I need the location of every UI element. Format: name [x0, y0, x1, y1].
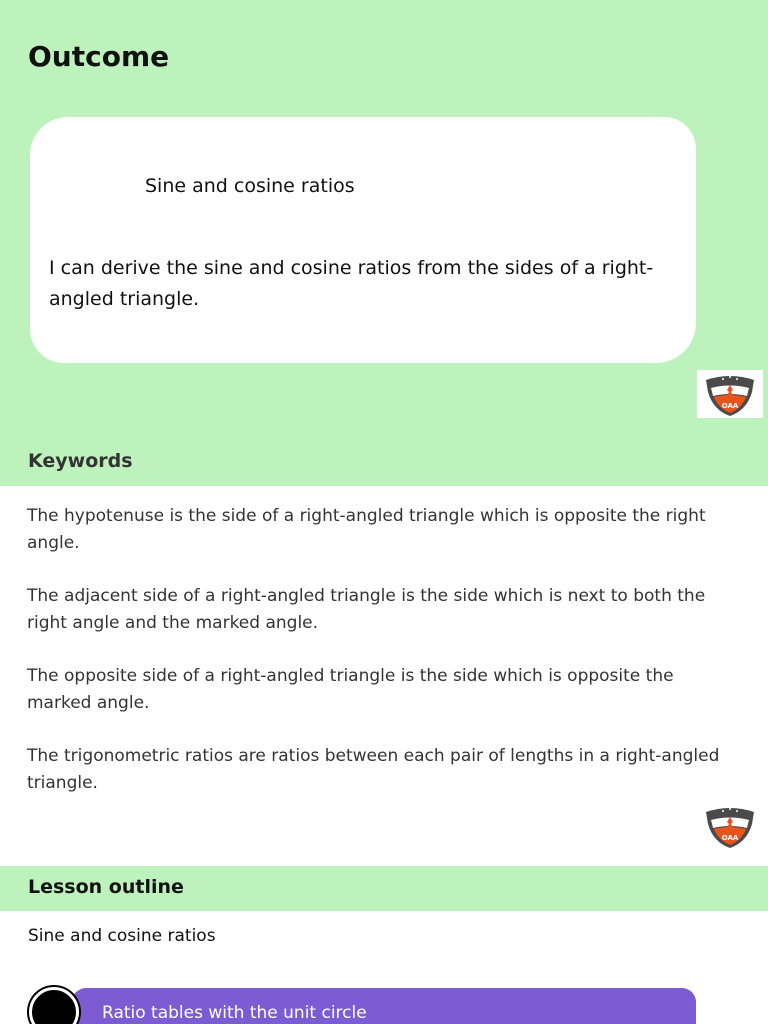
outcome-title: Outcome	[28, 40, 170, 73]
keyword-adjacent: The adjacent side of a right-angled triangle is the side which is next to both the right angle and the marked angle.	[27, 586, 706, 633]
lesson-outline-bar	[0, 866, 768, 911]
keywords-list	[27, 503, 737, 823]
outcome-card	[30, 117, 696, 363]
outcome-panel	[0, 0, 768, 440]
oak-academy-shield-icon	[697, 802, 763, 850]
oak-academy-logo	[697, 370, 763, 418]
lesson-outline-title: Lesson outline	[28, 876, 184, 898]
keyword-trigonometric-ratios: The trigonometric ratios are ratios between each pair of lengths in a right-angled triangle.	[27, 746, 720, 793]
svg-text:OAA: OAA	[721, 402, 739, 410]
oak-academy-shield-icon	[697, 370, 763, 418]
oak-academy-logo	[697, 802, 763, 850]
lesson-item-label: Ratio tables with the unit circle	[102, 1003, 367, 1023]
lesson-outline-subtitle: Sine and cosine ratios	[28, 926, 216, 946]
keywords-bar	[0, 440, 768, 486]
outcome-card-statement: I can derive the sine and cosine ratios from the sides of a right-angled triangle.	[49, 257, 654, 310]
outcome-card-heading: Sine and cosine ratios	[145, 175, 355, 197]
keywords-title: Keywords	[28, 450, 133, 472]
lesson-item-ratio-tables[interactable]	[72, 988, 696, 1024]
svg-text:OAA: OAA	[721, 834, 739, 842]
lesson-marker-icon	[29, 987, 79, 1024]
keyword-opposite: The opposite side of a right-angled triangle is the side which is opposite the marked angle.	[27, 666, 674, 713]
keyword-hypotenuse: The hypotenuse is the side of a right-angled triangle which is opposite the right angle.	[27, 506, 706, 553]
